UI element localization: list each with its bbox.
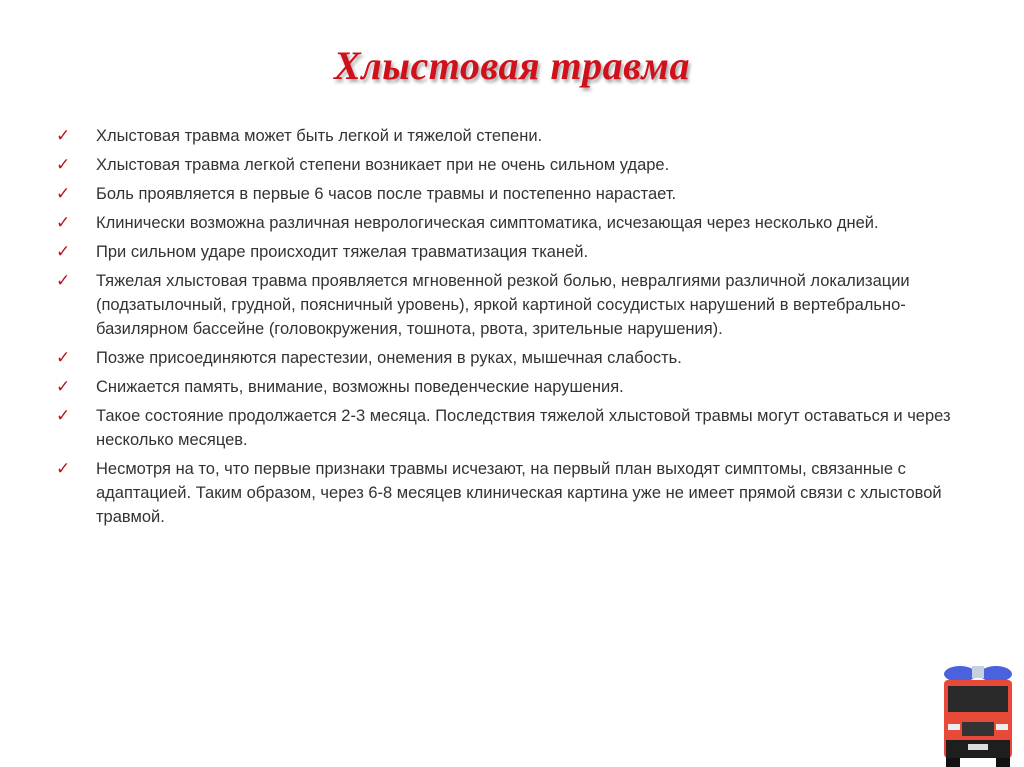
list-item: [56, 211, 956, 235]
bullet-text: Хлыстовая травма может быть легкой и тяжелой степени.: [96, 127, 543, 145]
checkmark-icon: ✓: [56, 348, 71, 368]
checkmark-icon: ✓: [56, 126, 71, 146]
list-item: [56, 240, 956, 264]
checkmark-icon: ✓: [56, 406, 71, 426]
list-item: [56, 346, 956, 370]
bullet-text: Несмотря на то, что первые признаки травмы исчезают, на первый план выходят симптомы, связанные с адаптацией. Таким образом, через 6-8 месяцев клиническая картина уже не имеет прямой связи с хлыстовой травмой.: [96, 460, 942, 526]
list-item: [56, 457, 956, 529]
checkmark-icon: ✓: [56, 459, 71, 479]
checkmark-icon: ✓: [56, 242, 71, 262]
list-item: [56, 153, 956, 177]
list-item: [56, 404, 956, 452]
checkmark-icon: ✓: [56, 184, 71, 204]
bullet-text: Снижается память, внимание, возможны поведенческие нарушения.: [96, 378, 624, 396]
bullet-list: [56, 124, 956, 534]
list-item: [56, 375, 956, 399]
bullet-text: Позже присоединяются парестезии, онемения в руках, мышечная слабость.: [96, 349, 682, 367]
bullet-text: Такое состояние продолжается 2-3 месяца. Последствия тяжелой хлыстовой травмы могут оставаться и через несколько месяцев.: [96, 407, 951, 449]
checkmark-icon: ✓: [56, 213, 71, 233]
checkmark-icon: ✓: [56, 377, 71, 397]
list-item: [56, 124, 956, 148]
bullet-text: Тяжелая хлыстовая травма проявляется мгновенной резкой болью, невралгиями различной локализации (подзатылочный, грудной, поясничный уровень), яркой картиной сосудистых нарушений в вертебрально-базилярном бассейне (головокружения, тошнота, рвота, зрительные нарушения).: [96, 272, 910, 338]
bullet-text: Клинически возможна различная неврологическая симптоматика, исчезающая через несколько дней.: [96, 214, 879, 232]
bullet-text: При сильном ударе происходит тяжелая травматизация тканей.: [96, 243, 589, 261]
list-item: [56, 182, 956, 206]
checkmark-icon: ✓: [56, 271, 71, 291]
bullet-text: Хлыстовая травма легкой степени возникает при не очень сильном ударе.: [96, 156, 670, 174]
list-item: [56, 269, 956, 341]
ambulance-image: [938, 660, 1018, 767]
bullet-text: Боль проявляется в первые 6 часов после травмы и постепенно нарастает.: [96, 185, 677, 203]
slide-title: Хлыстовая травма: [334, 43, 690, 88]
checkmark-icon: ✓: [56, 155, 71, 175]
